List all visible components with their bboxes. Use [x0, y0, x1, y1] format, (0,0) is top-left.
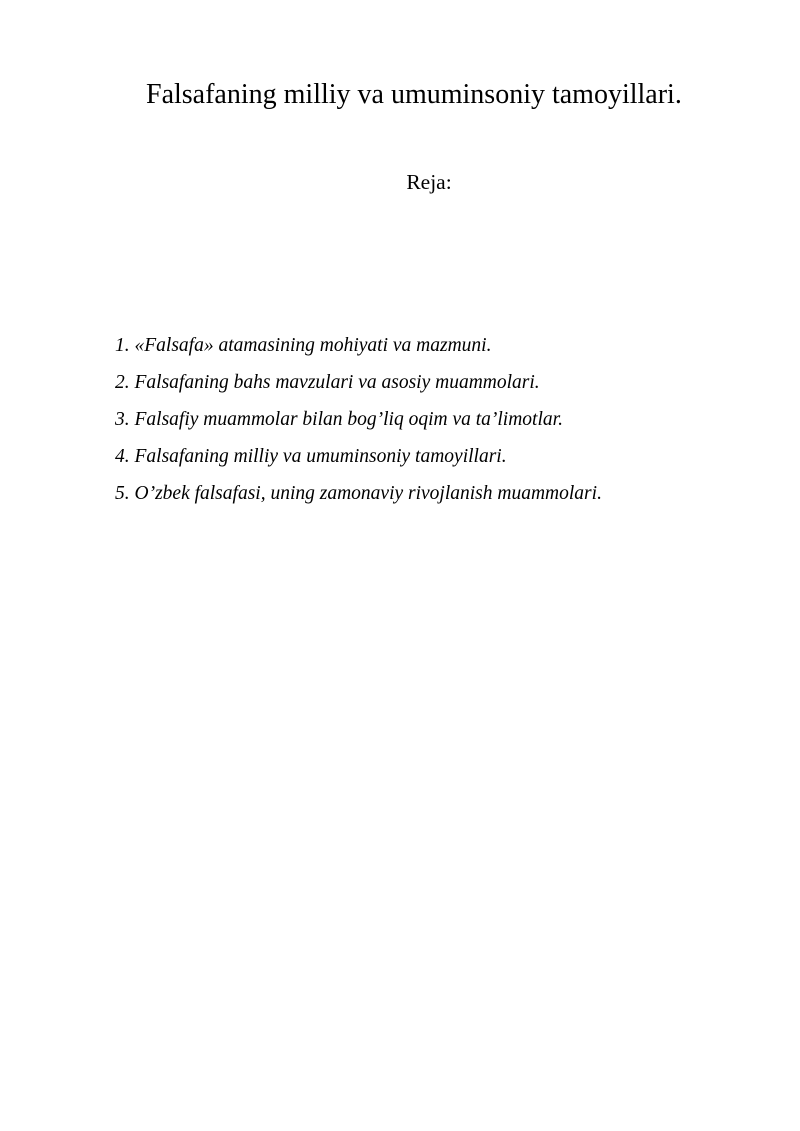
plan-item: 2. Falsafaning bahs mavzulari va asosiy muammolari. [115, 372, 540, 393]
plan-heading: Reja: [406, 170, 452, 194]
document-title: Falsafaning milliy va umuminsoniy tamoyillari. [146, 79, 682, 110]
plan-item: 3. Falsafiy muammolar bilan bog’liq oqim va ta’limotlar. [115, 409, 563, 430]
plan-item: 1. «Falsafa» atamasining mohiyati va mazmuni. [115, 335, 492, 356]
plan-item: 4. Falsafaning milliy va umuminsoniy tamoyillari. [115, 446, 507, 467]
plan-item: 5. O’zbek falsafasi, uning zamonaviy rivojlanish muammolari. [115, 483, 602, 504]
plan-list [115, 333, 602, 518]
